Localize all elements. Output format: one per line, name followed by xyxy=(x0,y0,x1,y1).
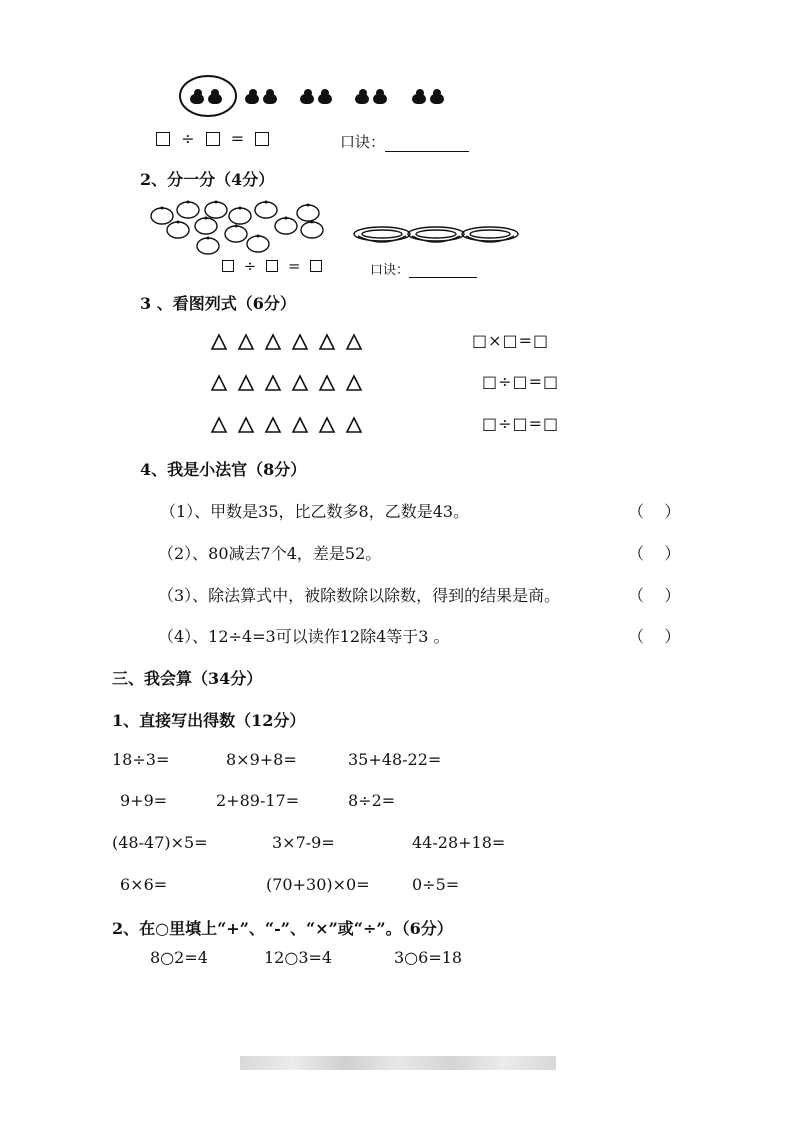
q2-rhyme-label: 口诀： xyxy=(370,263,410,278)
q2-rhyme xyxy=(370,259,477,278)
q4-item-2: （2）、80减去7个4，差是52。 xyxy=(158,544,382,563)
op-fill-item[interactable]: 8○2=4 xyxy=(150,948,208,967)
section3-sub2-title: 2、在○里填上“+”、“-”、“×”或“÷”。（6分） xyxy=(112,919,453,938)
calc-item: 8×9+8= xyxy=(226,750,297,769)
q4-bracket-2[interactable]: （ ） xyxy=(628,544,681,563)
q3-formula-2[interactable]: □÷□=□ xyxy=(482,372,560,391)
calc-item: 3×7-9= xyxy=(272,833,335,852)
calc-item: 0÷5= xyxy=(412,875,460,894)
q1-figure xyxy=(150,72,480,120)
q2-title: 2、分一分（4分） xyxy=(140,170,275,189)
q1-rhyme xyxy=(340,131,469,152)
q2-formula xyxy=(222,257,322,275)
q1-blank-3[interactable] xyxy=(255,132,269,146)
q4-bracket-4[interactable]: （ ） xyxy=(628,627,681,646)
footer-watermark xyxy=(240,1056,556,1070)
q4-item-3: （3）、除法算式中，被除数除以除数，得到的结果是商。 xyxy=(158,586,561,605)
q1-div-sign: ÷ xyxy=(181,129,195,148)
triangle-group-icon xyxy=(210,333,370,351)
q1-rhyme-label: 口诀： xyxy=(340,133,386,151)
q4-bracket-1[interactable]: （ ） xyxy=(628,502,681,521)
q4-item-1: （1）、甲数是35，比乙数多8，乙数是43。 xyxy=(160,502,470,521)
q1-blank-1[interactable] xyxy=(156,132,170,146)
q2-div-sign: ÷ xyxy=(243,257,257,275)
q4-bracket-3[interactable]: （ ） xyxy=(628,586,681,605)
triangle-group-icon xyxy=(210,416,370,434)
q1-formula xyxy=(156,129,269,148)
q1-eq-sign: = xyxy=(230,129,245,148)
calc-item: 8÷2= xyxy=(348,791,396,810)
section3-title: 三、我会算（34分） xyxy=(112,669,263,688)
calc-item: (48-47)×5= xyxy=(112,833,208,852)
q2-blank-2[interactable] xyxy=(266,260,278,272)
q2-eq-sign: = xyxy=(287,257,301,275)
calc-item: 6×6= xyxy=(120,875,168,894)
op-fill-item[interactable]: 12○3=4 xyxy=(264,948,333,967)
q3-formula-1[interactable]: □×□=□ xyxy=(472,331,550,350)
q3-formula-3[interactable]: □÷□=□ xyxy=(482,414,560,433)
q3-triangles-1 xyxy=(210,333,370,355)
q3-triangles-3 xyxy=(210,416,370,438)
q2-blank-1[interactable] xyxy=(222,260,234,272)
q1-figures-graphic xyxy=(150,72,480,120)
calc-item: 44-28+18= xyxy=(412,833,506,852)
calc-item: 18÷3= xyxy=(112,750,170,769)
calc-item: 9+9= xyxy=(120,791,168,810)
q4-title: 4、我是小法官（8分） xyxy=(140,460,307,479)
q3-title: 3 、看图列式（6分） xyxy=(140,294,296,313)
q4-item-4: （4）、12÷4=3可以读作12除4等于3 。 xyxy=(158,627,450,646)
calc-item: (70+30)×0= xyxy=(266,875,370,894)
q2-blank-3[interactable] xyxy=(310,260,322,272)
q1-rhyme-blank[interactable] xyxy=(385,135,469,152)
section3-sub1-title: 1、直接写出得数（12分） xyxy=(112,711,306,730)
calc-item: 2+89-17= xyxy=(216,791,300,810)
q2-rhyme-blank[interactable] xyxy=(409,263,477,278)
calc-item: 35+48-22= xyxy=(348,750,442,769)
q1-blank-2[interactable] xyxy=(206,132,220,146)
triangle-group-icon xyxy=(210,374,370,392)
op-fill-item[interactable]: 3○6=18 xyxy=(394,948,463,967)
q3-triangles-2 xyxy=(210,374,370,396)
